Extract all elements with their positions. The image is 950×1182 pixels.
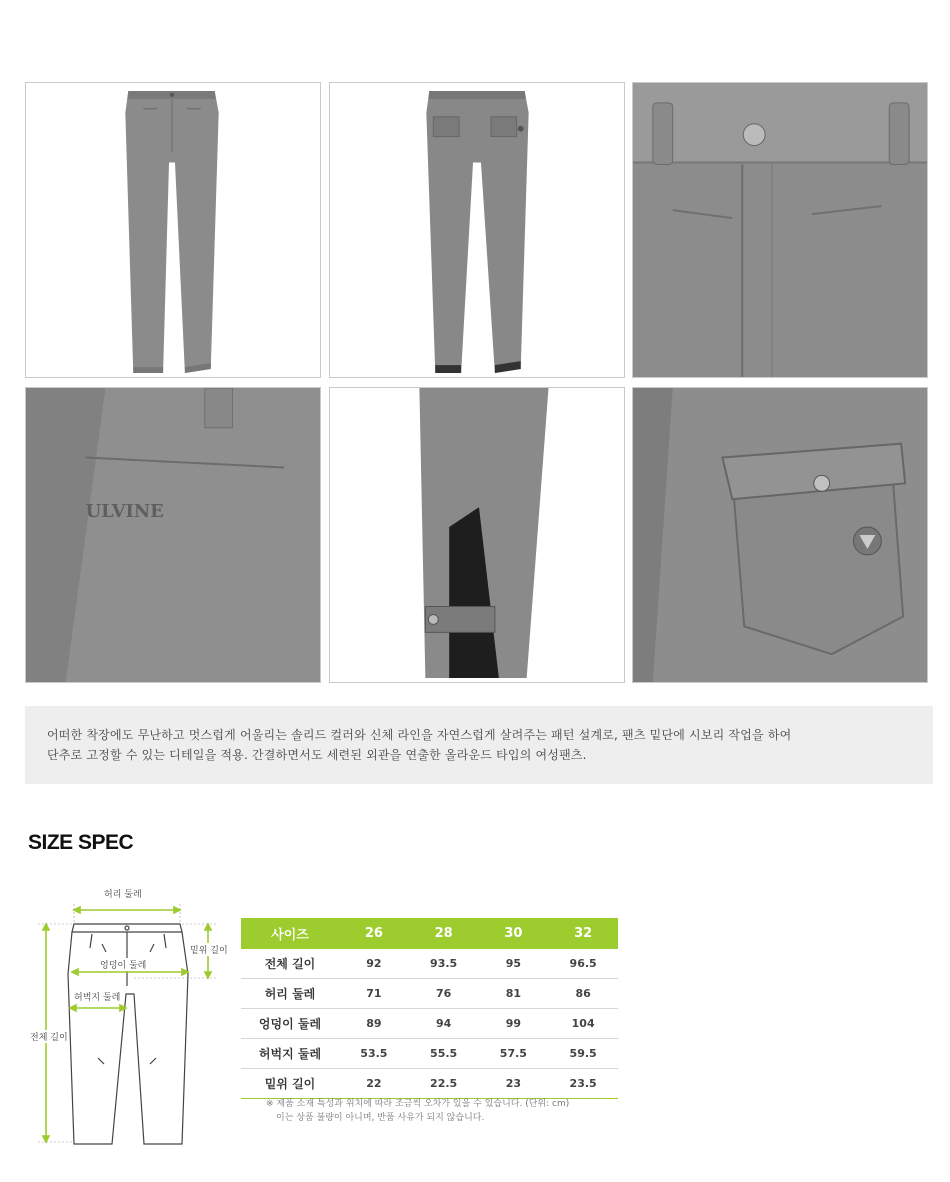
- table-row: [241, 1069, 618, 1099]
- size-spec-title: SIZE SPEC: [28, 831, 134, 854]
- size-table: [241, 918, 618, 1099]
- table-cell: 99: [479, 1009, 549, 1039]
- header-cell: 30: [479, 918, 549, 949]
- diagram-label-total: 전체 길이: [30, 1030, 68, 1043]
- photo-back-view: [329, 82, 625, 378]
- header-cell: 28: [409, 918, 479, 949]
- photo-logo-detail: [25, 387, 321, 683]
- description-line-2: 단추로 고정할 수 있는 디테일을 적용. 간결하면서도 세련된 외관을 연출한 올라운드 타입의 여성팬츠.: [47, 748, 587, 762]
- photo-waist-detail: [632, 82, 928, 378]
- photo-pocket-detail: [632, 387, 928, 683]
- size-table-header: [241, 918, 618, 949]
- table-cell: 59.5: [548, 1039, 618, 1069]
- table-cell: 23.5: [548, 1069, 618, 1099]
- row-label: 허리 둘레: [241, 979, 339, 1009]
- table-cell: 22.5: [409, 1069, 479, 1099]
- table-cell: 93.5: [409, 949, 479, 979]
- table-cell: 94: [409, 1009, 479, 1039]
- header-cell: 26: [339, 918, 409, 949]
- table-cell: 76: [409, 979, 479, 1009]
- header-cell: 32: [548, 918, 618, 949]
- table-cell: 71: [339, 979, 409, 1009]
- size-note-1: ※ 제품 소재 특성과 위치에 따라 조금씩 오차가 있을 수 있습니다. (단위: cm): [266, 1099, 570, 1109]
- row-label: 엉덩이 둘레: [241, 1009, 339, 1039]
- table-cell: 96.5: [548, 949, 618, 979]
- logo-text: ULVINE: [85, 501, 164, 523]
- table-row: [241, 979, 618, 1009]
- table-cell: 86: [548, 979, 618, 1009]
- size-note-2: 이는 상품 불량이 아니며, 반품 사유가 되지 않습니다.: [276, 1113, 485, 1123]
- diagram-label-waist: 허리 둘레: [104, 887, 142, 900]
- table-cell: 53.5: [339, 1039, 409, 1069]
- product-description: [25, 706, 933, 784]
- row-label: 밑위 길이: [241, 1069, 339, 1099]
- row-label: 허벅지 둘레: [241, 1039, 339, 1069]
- description-line-1: 어떠한 착장에도 무난하고 멋스럽게 어울리는 솔리드 컬러와 신체 라인을 자연스럽게 살려주는 패턴 설계로, 팬츠 밑단에 시보리 작업을 하여: [47, 728, 792, 742]
- table-cell: 57.5: [479, 1039, 549, 1069]
- table-cell: 95: [479, 949, 549, 979]
- header-cell: 사이즈: [241, 918, 339, 949]
- row-label: 전체 길이: [241, 949, 339, 979]
- diagram-label-thigh: 허벅지 둘레: [74, 990, 120, 1003]
- table-cell: 22: [339, 1069, 409, 1099]
- photo-hem-detail: [329, 387, 625, 683]
- table-cell: 23: [479, 1069, 549, 1099]
- table-row: [241, 1009, 618, 1039]
- table-cell: 104: [548, 1009, 618, 1039]
- table-cell: 89: [339, 1009, 409, 1039]
- table-row: [241, 1039, 618, 1069]
- table-row: [241, 949, 618, 979]
- size-notes: [266, 1097, 569, 1125]
- diagram-label-hip: 엉덩이 둘레: [100, 958, 146, 971]
- table-cell: 81: [479, 979, 549, 1009]
- photo-front-view: [25, 82, 321, 378]
- diagram-label-rise: 밑위 길이: [190, 943, 228, 956]
- table-cell: 55.5: [409, 1039, 479, 1069]
- table-cell: 92: [339, 949, 409, 979]
- size-diagram: [30, 884, 230, 1152]
